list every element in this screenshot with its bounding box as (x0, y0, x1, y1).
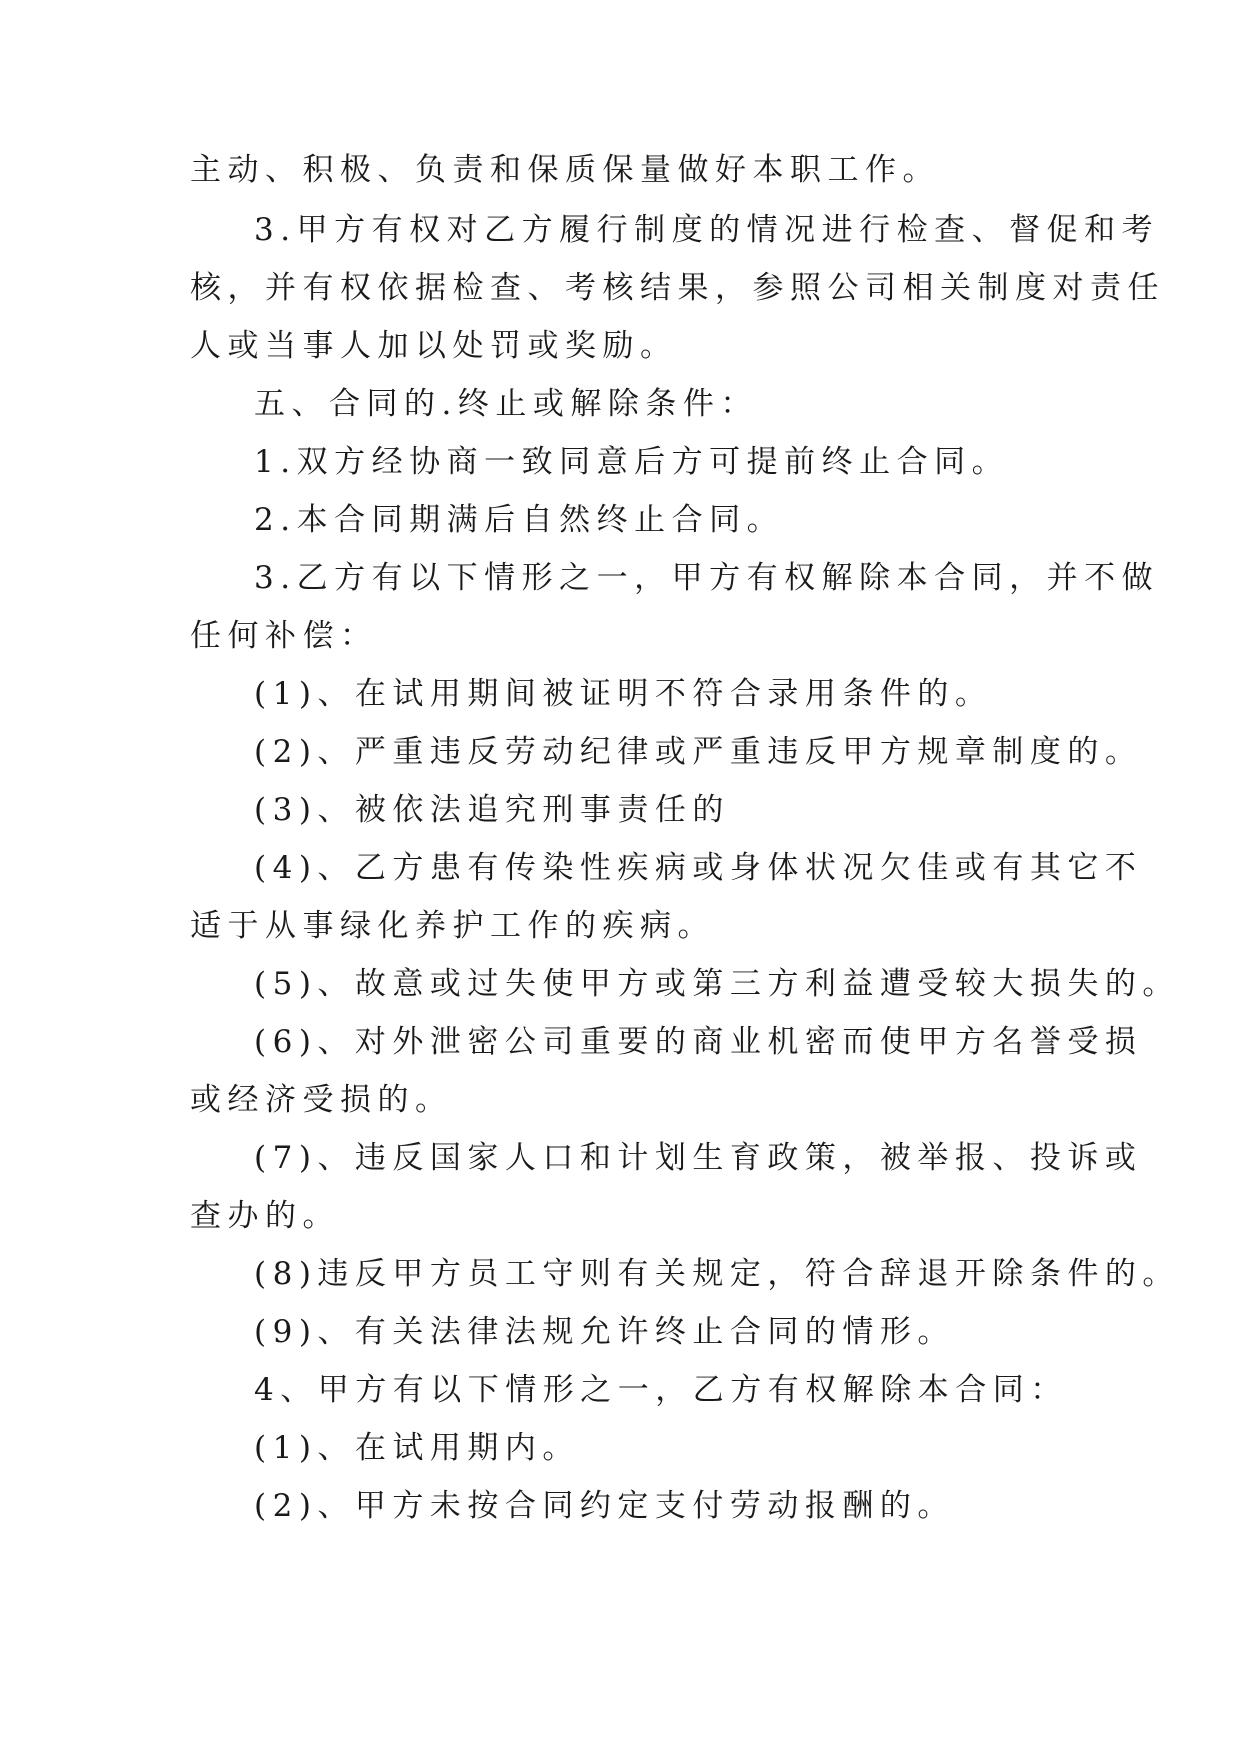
text-line: 3.甲方有权对乙方履行制度的情况进行检查、督促和考 (254, 212, 1160, 248)
text-line: 核，并有权依据检查、考核结果，参照公司相关制度对责任 (190, 270, 1165, 306)
text-line: (5)、故意或过失使甲方或第三方利益遭受较大损失的。 (254, 966, 1180, 1002)
text-line: (3)、被依法追究刑事责任的 (254, 792, 730, 828)
text-line: 4、甲方有以下情形之一，乙方有权解除本合同： (254, 1372, 1068, 1408)
text-line: (6)、对外泄密公司重要的商业机密而使甲方名誉受损 (254, 1024, 1143, 1060)
text-line: 任何补偿： (190, 618, 378, 654)
text-line: (8)违反甲方员工守则有关规定，符合辞退开除条件的。 (254, 1256, 1180, 1292)
text-line: 主动、积极、负责和保质保量做好本职工作。 (190, 152, 940, 188)
text-line: 五、合同的.终止或解除条件： (254, 386, 758, 422)
text-line: (4)、乙方患有传染性疾病或身体状况欠佳或有其它不 (254, 850, 1143, 886)
text-line: (7)、违反国家人口和计划生育政策，被举报、投诉或 (254, 1140, 1143, 1176)
text-line: 2.本合同期满后自然终止合同。 (254, 502, 785, 538)
text-line: 3.乙方有以下情形之一，甲方有权解除本合同，并不做 (254, 560, 1160, 596)
text-line: (1)、在试用期间被证明不符合录用条件的。 (254, 676, 993, 712)
text-line: (1)、在试用期内。 (254, 1430, 580, 1466)
text-line: (2)、严重违反劳动纪律或严重违反甲方规章制度的。 (254, 734, 1143, 770)
text-line: 适于从事绿化养护工作的疾病。 (190, 908, 715, 944)
text-line: 人或当事人加以处罚或奖励。 (190, 328, 678, 364)
text-line: 查办的。 (190, 1198, 340, 1234)
text-line: 或经济受损的。 (190, 1082, 453, 1118)
text-line: 1.双方经协商一致同意后方可提前终止合同。 (254, 444, 1010, 480)
text-line: (9)、有关法律法规允许终止合同的情形。 (254, 1314, 955, 1350)
text-line: (2)、甲方未按合同约定支付劳动报酬的。 (254, 1488, 955, 1524)
